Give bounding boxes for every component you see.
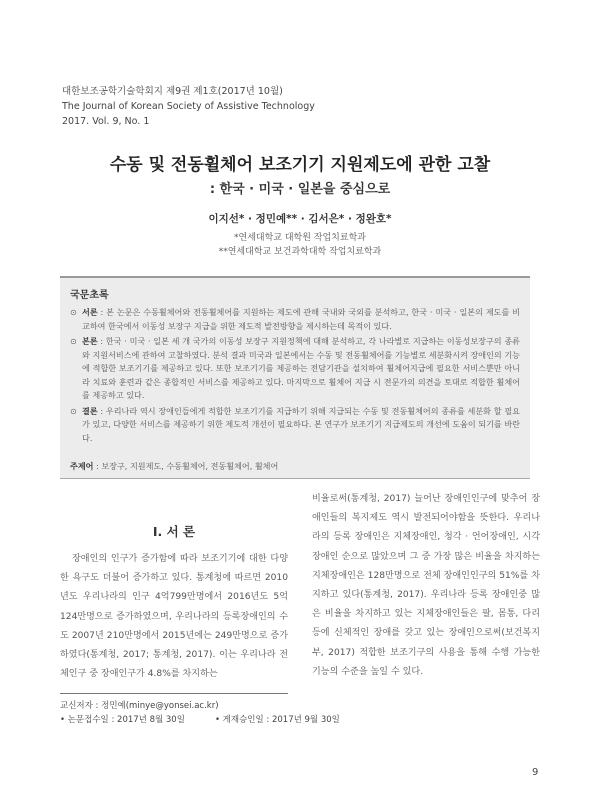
- page-number: 9: [532, 767, 539, 778]
- journal-volume: 2017. Vol. 9, No. 1: [62, 116, 150, 127]
- accepted-date: • 게재승인일 : 2017년 9월 30일: [214, 715, 340, 725]
- abstract-label: 결론: [82, 405, 98, 416]
- author-list: 이지선* · 정민예** · 김서은* · 정완호*: [208, 213, 392, 225]
- journal-header: [62, 84, 315, 129]
- received-date: • 논문접수일 : 2017년 8월 30일: [60, 715, 185, 725]
- submission-dates: [60, 713, 340, 725]
- keywords-text: : 보장구, 지원제도, 수동휠체어, 전동휠체어, 휠체어: [93, 461, 279, 471]
- abstract-introduction: [70, 306, 520, 333]
- bullet-icon: ⊙: [70, 336, 77, 346]
- body-column-right: [312, 490, 540, 682]
- journal-name-korean: 대한보조공학기술학회지 제9권 제1호(2017년 10월): [62, 86, 283, 97]
- abstract-body: [70, 335, 520, 403]
- abstract-text: : 우리나라 역시 장애인들에게 적합한 보조기기를 지급하기 위해 지급되는 수동 및 전동휠체어의 종류를 세분화 할 필요가 있고, 다양한 서비스를 제공하기 위한 제도적 개선이 필요하다. 본 연구가 보조기기 지급제도의 개선에 도움이 되기를 바란다.: [82, 405, 520, 443]
- paper-title: 수동 및 전동휠체어 보조기기 지원제도에 관한 고찰: [109, 155, 491, 175]
- body-column-left: [60, 550, 288, 684]
- paragraph: 비율로써(통계청, 2017) 늘어난 장애인인구에 맞추어 장애인들의 복지제도 역시 발전되어야함을 뜻한다. 우리나라의 등록 장애인은 지체장애인, 청각 · 언어장애인, 시각장애인 순으로 많았으며 그 중 가장 많은 비율을 차지하는 지체장애인은 128만명으로 전체 장애인인구의 51%를 차지하고 있다(통계청, 2017). 우리나라 등록 장애인중 많은 비율을 차지하고 있는 지체장애인들은 팔, 몸통, 다리 등에 신체적인 장애를 갖고 있는 장애인으로써(보건복지부, 2017) 적합한 보조기구의 사용을 통해 수행 가능한 기능의 수준을 높일 수 있다.: [312, 494, 540, 677]
- abstract-text: : 본 논문은 수동휠체어와 전동휠체어를 지원하는 제도에 관해 국내와 국외를 분석하고, 한국 · 미국 · 일본의 제도를 비교하여 한국에서 이동성 보장구 지급을 위한 제도적 발전방향을 제시하는데 목적이 있다.: [82, 307, 520, 331]
- paper-subtitle: : 한국 · 미국 · 일본을 중심으로: [209, 182, 391, 197]
- paragraph: 장애인의 인구가 증가함에 따라 보조기기에 대한 다양한 욕구도 더불어 증가하고 있다. 통계청에 따르면 2010년도 우리나라의 인구 4억799만명에서 2016년도 5억124만명으로 증가하였으며, 우리나라의 등록장애인의 수도 2007년 210만명에서 2015년에는 249만명으로 증가하였다(통계청, 2017; 통계청, 2017). 이는 우리나라 전체인구 중 장애인구가 4.8%를 차지하는: [60, 554, 288, 680]
- bullet-icon: ⊙: [70, 307, 77, 317]
- abstract-heading: 국문초록: [70, 290, 109, 301]
- journal-name-english: The Journal of Korean Society of Assistive Technology: [62, 101, 315, 112]
- abstract-label: 서론: [82, 307, 98, 317]
- keywords-label: 주제어: [70, 461, 94, 471]
- keywords: [70, 461, 520, 472]
- affiliation-2: **연세대학교 보건과학대학 작업치료학과: [218, 247, 382, 257]
- abstract-text: : 한국 · 미국 · 일본 세 개 국가의 이동성 보장구 지원정책에 대해 분석하고, 각 나라별로 지급하는 이동성보장구의 종류와 지원서비스에 관하여 고찰하였다. 분석 결과 미국과 일본에서는 수동 및 전동휠체어를 기능별로 세분화시켜 장애인의 기능에 적합한 보조기기를 제공하고 있다. 또한 보조기기를 제공하는 전담기관을 설치하여 휠체어지급에 필요한 서비스뿐만 아니라 치료와 훈련과 같은 종합적인 서비스를 제공하고 있다. 마지막으로 휠체어 지급 시 전문가의 의견을 토대로 적합한 휠체어를 제공하고 있다.: [82, 336, 520, 400]
- abstract-box: [60, 276, 530, 479]
- corresponding-author: 교신저자 : 정민예(minye@yonsei.ac.kr): [60, 701, 219, 711]
- section-heading-introduction: I. 서 론: [152, 524, 196, 539]
- abstract-conclusion: [70, 405, 520, 446]
- affiliation-1: *연세대학교 대학원 작업치료학과: [234, 233, 366, 243]
- abstract-label: 본론: [82, 336, 98, 346]
- footnote-divider: [60, 693, 288, 694]
- bullet-icon: ⊙: [70, 405, 77, 416]
